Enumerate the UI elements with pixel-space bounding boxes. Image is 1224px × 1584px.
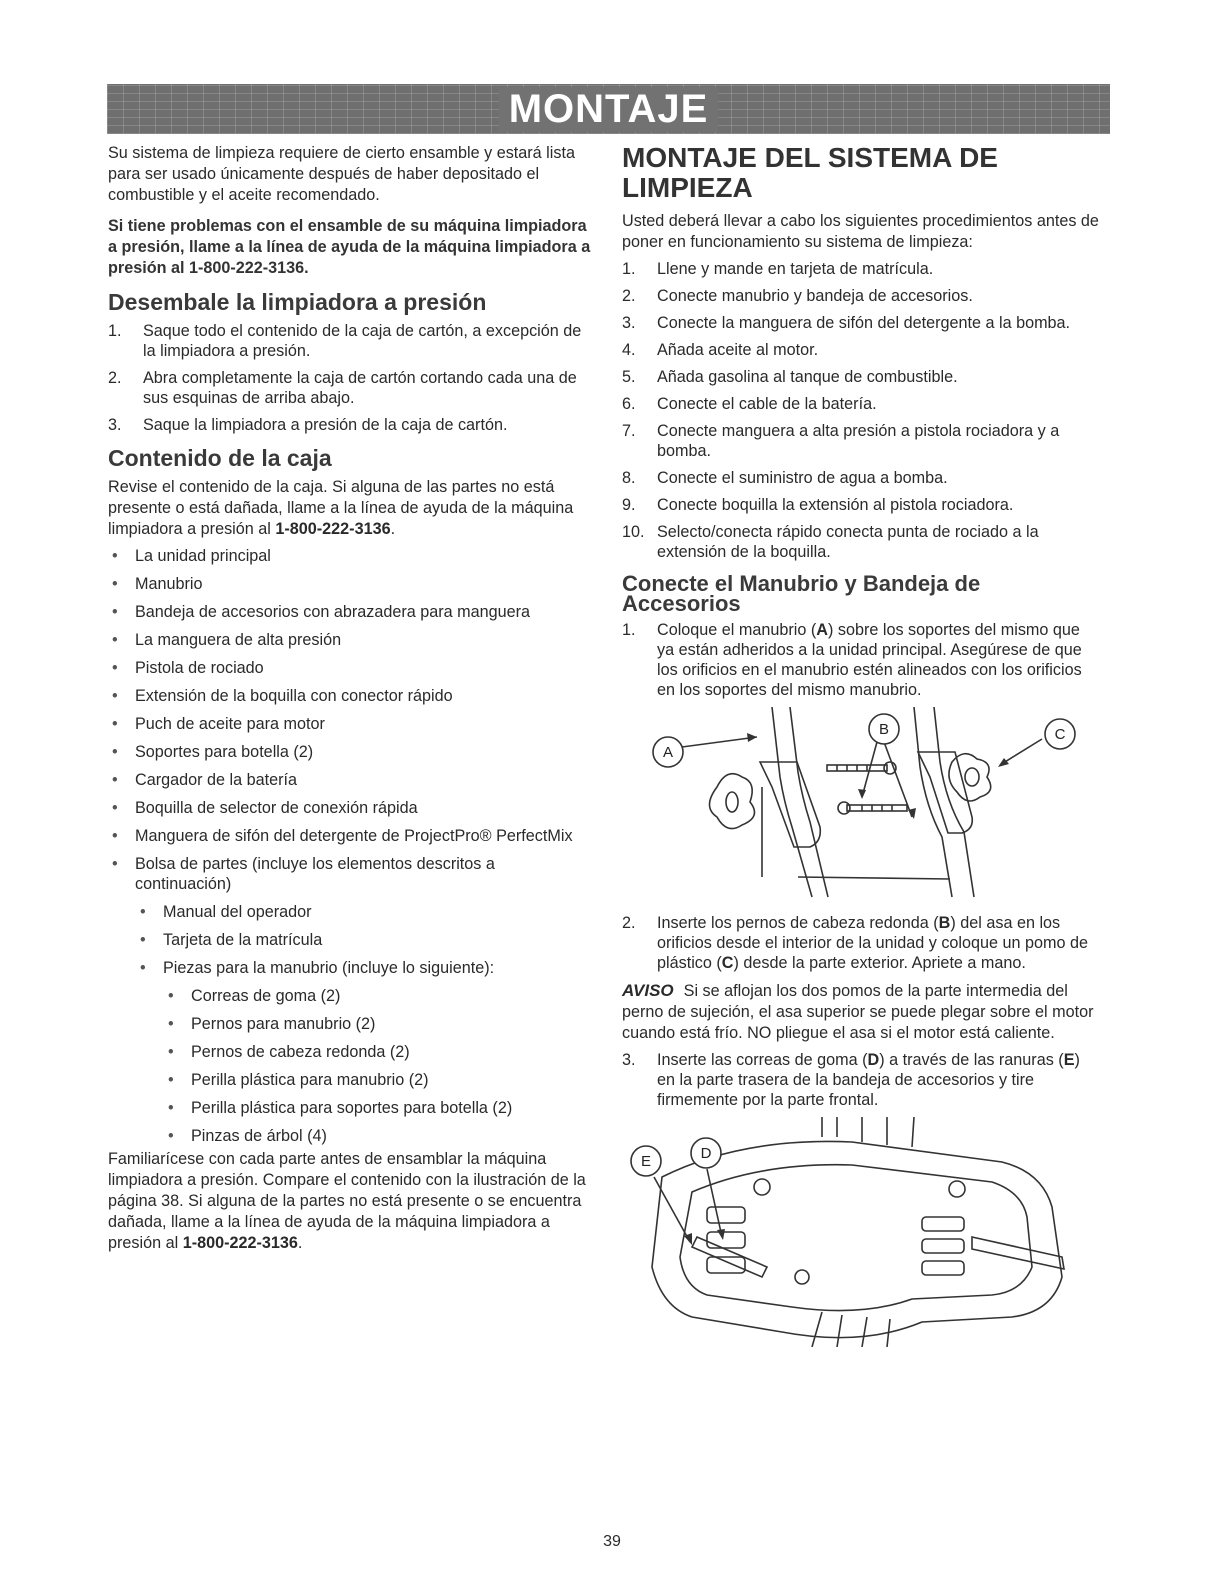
handle-heading: Conecte el Manubrio y Bandeja de Accesorios (622, 571, 981, 616)
assembly-step: 3. Conecte la manguera de sifón del detergente a la bomba. (622, 314, 1071, 332)
list-subsubitem: • Pernos de cabeza redonda (2) (108, 1042, 593, 1062)
list-item: • Cargador de la batería (108, 770, 593, 790)
handle-step: 3. Inserte las correas de goma (D) a través de las ranuras (E) en la parte trasera de la bandeja de accesorios y tire firmemente por la parte frontal. (622, 1051, 1080, 1109)
list-subsubitem: • Perilla plástica para manubrio (2) (108, 1070, 593, 1090)
figure-label-e: E (640, 1153, 652, 1170)
list-subsubitem: • Pernos para manubrio (2) (108, 1014, 593, 1034)
list-item: • Puch de aceite para motor (108, 714, 593, 734)
handle-steps-cont2 (622, 1050, 1100, 1110)
figure-label-b: B (878, 721, 890, 738)
list-item: • La manguera de alta presión (108, 630, 593, 650)
aviso-label: AVISO (622, 981, 674, 1000)
list-subsubitem: • Perilla plástica para soportes para botella (2) (108, 1098, 593, 1118)
contents-heading: Contenido de la caja (108, 445, 332, 471)
contents-closing: Familiarícese con cada parte antes de ensamblar la máquina limpiadora a presión. Compare el contenido con la ilustración de la página 38. Si alguna de la partes no está presente o se encuentra dañada, llame a la línea de ayuda de la máquina limpiadora a presión al 1-800-222-3136. (108, 1150, 586, 1252)
contents-intro: Revise el contenido de la caja. Si alguna de las partes no está presente o está dañada, llame a la línea de ayuda de la máquina limpiadora a presión al 1-800-222-3136. (108, 478, 574, 538)
handle-assembly-figure (622, 707, 1100, 905)
unpack-heading: Desembale la limpiadora a presión (108, 289, 487, 315)
assembly-step: 2. Conecte manubrio y bandeja de accesorios. (622, 287, 973, 305)
banner-title: MONTAJE (499, 87, 719, 132)
list-item: • La unidad principal (108, 546, 593, 566)
list-subsubitem: • Pinzas de árbol (4) (108, 1126, 593, 1146)
figure-label-a: A (662, 744, 674, 761)
list-item: • Manguera de sifón del detergente de ProjectPro® PerfectMix (108, 826, 593, 846)
assembly-step: 10. Selecto/conecta rápido conecta punta de rociado a la extensión de la boquilla. (622, 523, 1039, 561)
handle-steps-cont (622, 913, 1100, 973)
unpack-steps (108, 321, 593, 435)
unpack-step: 3. Saque la limpiadora a presión de la caja de cartón. (108, 416, 508, 434)
list-subitem: • Manual del operador (108, 902, 593, 922)
list-item: • Bandeja de accesorios con abrazadera para manguera (108, 602, 593, 622)
figure-label-d: D (700, 1145, 712, 1162)
assembly-step: 4. Añada aceite al motor. (622, 341, 819, 359)
phone-number: 1-800-222-3136 (182, 1234, 298, 1252)
intro-paragraph: Su sistema de limpieza requiere de cierto ensamble y estará lista para ser usado únicamente después de haber depositado el combustible y el aceite recomendado. (108, 144, 575, 204)
list-subitem: • Tarjeta de la matrícula (108, 930, 593, 950)
page-number: 39 (603, 1533, 621, 1550)
assembly-steps (622, 259, 1100, 562)
assembly-step: 5. Añada gasolina al tanque de combustible. (622, 368, 958, 386)
right-intro: Usted deberá llevar a cabo los siguientes procedimientos antes de poner en funcionamiento su sistema de limpieza: (622, 212, 1099, 251)
help-line-notice: Si tiene problemas con el ensamble de su máquina limpiadora a presión, llame a la línea de ayuda de la máquina limpiadora a presión al 1-800-222-3136. (108, 217, 591, 277)
aviso-notice: AVISO Si se aflojan los dos pomos de la parte intermedia del perno de sujeción, el asa superior se puede plegar sobre el motor cuando está frío. NO pliegue el asa si el motor está caliente. (622, 981, 1094, 1042)
list-item: • Manubrio (108, 574, 593, 594)
list-item: • Extensión de la boquilla con conector rápido (108, 686, 593, 706)
handle-step: 1. Coloque el manubrio (A) sobre los soportes del mismo que ya están adheridos a la unidad principal. Asegúrese de que los orificios en el manubrio estén alineados con los orificios en los soportes del mismo manubrio. (622, 621, 1082, 699)
figure-label-c: C (1054, 726, 1066, 743)
list-item: • Boquilla de selector de conexión rápida (108, 798, 593, 818)
right-column (622, 143, 1100, 1355)
contents-list (108, 546, 593, 1146)
accessory-tray-figure (622, 1117, 1100, 1347)
list-item: • Soportes para botella (2) (108, 742, 593, 762)
list-item: • Bolsa de partes (incluye los elementos descritos a continuación) (108, 854, 593, 894)
assembly-step: 9. Conecte boquilla la extensión al pistola rociadora. (622, 496, 1014, 514)
handle-steps (622, 620, 1100, 700)
section-banner (107, 84, 1110, 134)
phone-number: 1-800-222-3136 (275, 520, 391, 538)
left-column (108, 143, 593, 1254)
assembly-step: 7. Conecte manguera a alta presión a pistola rociadora y a bomba. (622, 422, 1060, 460)
assembly-step: 8. Conecte el suministro de agua a bomba. (622, 469, 948, 487)
unpack-step: 1. Saque todo el contenido de la caja de cartón, a excepción de la limpiadora a presión. (108, 322, 582, 360)
list-item: • Pistola de rociado (108, 658, 593, 678)
unpack-step: 2. Abra completamente la caja de cartón cortando cada una de sus esquinas de arriba abajo. (108, 369, 577, 407)
assembly-step: 1. Llene y mande en tarjeta de matrícula. (622, 260, 934, 278)
list-subsubitem: • Correas de goma (2) (108, 986, 593, 1006)
handle-step: 2. Inserte los pernos de cabeza redonda (B) del asa en los orificios desde el interior de la unidad y coloque un pomo de plástico (C) desde la parte exterior. Apriete a mano. (622, 914, 1089, 972)
right-heading: MONTAJE DEL SISTEMA DE LIMPIEZA (622, 142, 998, 203)
list-subitem: • Piezas para la manubrio (incluye lo siguiente): (108, 958, 593, 978)
assembly-step: 6. Conecte el cable de la batería. (622, 395, 877, 413)
